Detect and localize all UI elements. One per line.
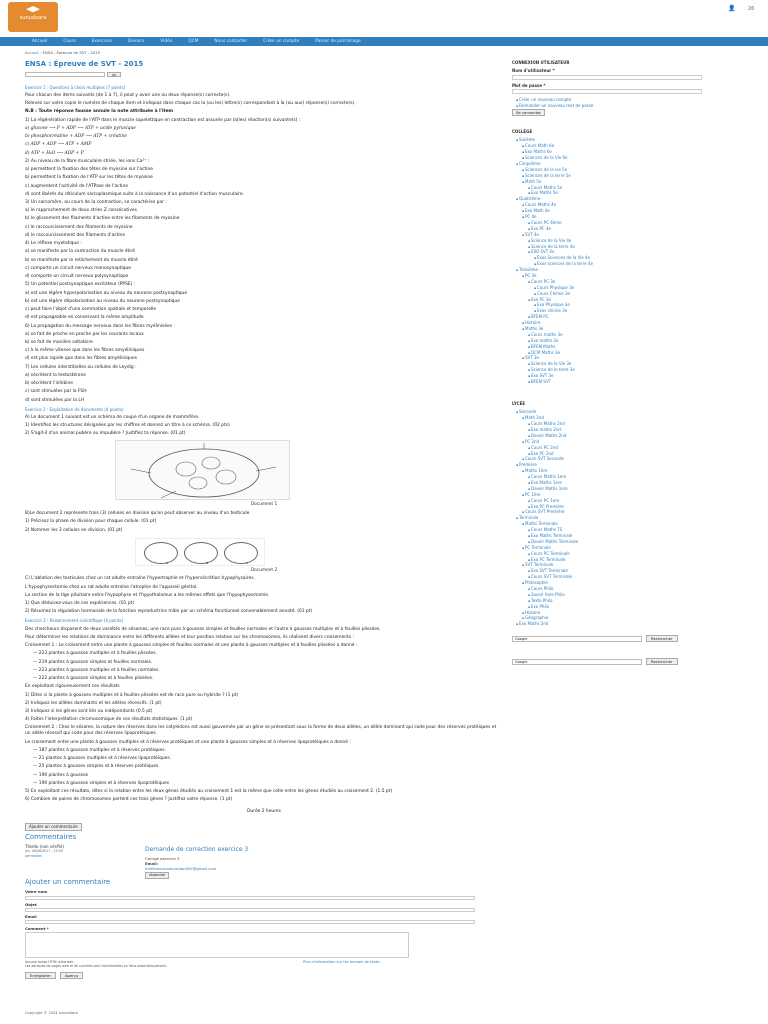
menu-item[interactable]: ▪ Devoir Maths Terminale bbox=[512, 539, 708, 545]
menu-item[interactable]: ▪ Cours PC 2nd bbox=[512, 445, 708, 451]
exam-line: d) comporte un circuit nerveux polysynaptique bbox=[25, 274, 129, 280]
exam-line: 1) La régénération rapide de l'ATP dans le muscle squelettique en contraction est assurée par la(les) réaction(s) suivante(s) : bbox=[25, 117, 301, 123]
main-content bbox=[25, 50, 503, 979]
exam-duration: Durée 2 heures bbox=[247, 809, 281, 815]
menu-item[interactable]: ▪ EXO SVT 4e bbox=[512, 249, 708, 255]
exam-line: a) sécrètent la testostérone bbox=[25, 372, 86, 378]
subject-label: Objet bbox=[25, 901, 37, 907]
menu-item[interactable]: ▪ Science de la Vie 4e bbox=[512, 238, 708, 244]
menu-item[interactable]: ▪ Cours Chimie 3e bbox=[512, 291, 708, 297]
nav-item-2[interactable]: Exercices bbox=[91, 39, 112, 44]
comment-line1: Corrigé exercice 3 bbox=[145, 856, 180, 862]
google-search-2 bbox=[512, 658, 708, 665]
exam-line: 1) Précisez la phase de division pour chaque cellule. (01 pt) bbox=[25, 519, 157, 525]
menu-item[interactable]: ▪ QCM Maths 3e bbox=[512, 350, 708, 356]
menu-item[interactable]: ▪ Troisième bbox=[512, 267, 708, 273]
exam-line: d) le raccourcissement des filaments d'actine bbox=[25, 232, 126, 238]
menu-item[interactable]: ▪ BFEM PC bbox=[512, 314, 708, 320]
menu-item[interactable]: ▪ Cours Physique 3e bbox=[512, 285, 708, 291]
menu-item[interactable]: ▪ Science de la Vie 3e bbox=[512, 361, 708, 367]
menu-item[interactable]: ▪ Exo Math 4e bbox=[512, 208, 708, 214]
email-label: Email bbox=[25, 913, 37, 919]
nav-item-0[interactable]: Accueil bbox=[32, 39, 48, 44]
menu-item[interactable]: ▪ Science de la terre 4e bbox=[512, 244, 708, 250]
menu-item[interactable]: ▪ Histoire bbox=[512, 610, 708, 616]
menu-item[interactable]: ▪ Cours SVT Terminale bbox=[512, 574, 708, 580]
breadcrumb-home[interactable]: Accueil bbox=[25, 50, 39, 55]
exam-line: 1) Identifiez les structures désignées par les chiffres et donnez un titre à ce schéma. (02 pts) bbox=[25, 423, 230, 429]
menu-item[interactable]: ▪ SVT Terminale bbox=[512, 562, 708, 568]
name-label: Votre nom bbox=[25, 889, 48, 895]
preview-button[interactable]: Aperçu bbox=[60, 972, 83, 979]
exam-line: 3) Un sarcomère, au cours de la contraction, se caractérise par : bbox=[25, 200, 167, 205]
menu-item[interactable]: ▪ PC 1ère bbox=[512, 492, 708, 498]
exam-line: 2) Au niveau de la fibre musculaire striée, les ions Ca²⁺ : bbox=[25, 158, 150, 164]
add-comment-button[interactable]: Ajouter un commentaire bbox=[25, 823, 82, 830]
exam-line: c) augmentent l'activité de l'ATPase de l'actine bbox=[25, 183, 128, 189]
exam-line: En exploitant rigoureusement ces résultats bbox=[25, 684, 120, 690]
document-2-figure bbox=[135, 538, 265, 566]
nav-item-1[interactable]: Cours bbox=[63, 39, 76, 44]
exam-line: 7) Les cellules interstitielles ou cellules de Leydig : bbox=[25, 364, 137, 370]
menu-item[interactable]: ▪ Exo Maths 1ere bbox=[512, 480, 708, 486]
menu-item[interactable]: ▪ Exo Physique 3e bbox=[512, 302, 708, 308]
sidebar bbox=[512, 58, 708, 665]
menu-item[interactable]: ▪ Seconde bbox=[512, 409, 708, 415]
menu-item[interactable]: ▪ Exo maths 2nd bbox=[512, 427, 708, 433]
menu-item[interactable]: ▪ Cours Philo bbox=[512, 586, 708, 592]
exam-line: d) est propageable en conservant la même amplitude bbox=[25, 315, 144, 321]
exam-line: b) se manifeste par le relâchement du muscle étiré bbox=[25, 257, 138, 263]
format-note-2: Les adresses de pages web et de courriels sont transformées en liens automatiquement. bbox=[25, 964, 167, 969]
page-search-button[interactable]: OK bbox=[107, 72, 121, 77]
exam-line: a) se fait de proche en proche par les courants locaux bbox=[25, 331, 144, 337]
exam-line: d) sont stimulées par la LH bbox=[25, 397, 85, 403]
exam-line: — 223 plantes à gousses multiples et à feuilles plissées. bbox=[33, 651, 157, 657]
exam-line: c) à la même vitesse que dans les fibres amyéliniques bbox=[25, 348, 145, 354]
menu-item[interactable]: ▪ BFEM SVT bbox=[512, 379, 708, 385]
menu-item[interactable]: ▪ Maths 1ère bbox=[512, 468, 708, 474]
menu-item[interactable]: ▪ Exo Maths 6e bbox=[512, 149, 708, 155]
username-input[interactable] bbox=[512, 75, 702, 80]
exercise-heading: Exercice 3 : Raisonnement scientifique (6 points) bbox=[25, 618, 124, 624]
username-label: Nom d'utilisateur * bbox=[512, 68, 555, 74]
exam-line: A) Le document 1 suivant est un schéma de coupe d'un organe de mammifère. bbox=[25, 414, 200, 420]
menu-item[interactable]: ▪ Maths Terminale bbox=[512, 521, 708, 527]
exam-line: a) se manifeste par la contraction du muscle étiré bbox=[25, 249, 135, 255]
exam-line: 1) Que déduisez-vous de ces expériences. (01 pt) bbox=[25, 601, 135, 607]
menu-item[interactable]: ▪ Exo Maths Terminale bbox=[512, 533, 708, 539]
cell-b bbox=[184, 542, 218, 564]
main-nav bbox=[0, 37, 768, 46]
menu-item[interactable]: ▪ PC 2nd bbox=[512, 439, 708, 445]
site-logo[interactable] bbox=[8, 2, 58, 32]
menu-item[interactable]: ▪ Exo PC 2nd bbox=[512, 451, 708, 457]
menu-item[interactable]: ▪ PC 3e bbox=[512, 273, 708, 279]
cell-c bbox=[224, 542, 258, 564]
nav-item-8[interactable]: Passer de parrainage bbox=[315, 39, 361, 44]
comment-email[interactable]: thiellomamadoumbodj92@gmail.com bbox=[145, 866, 217, 872]
menu-item[interactable]: ▪ Exo SVT 3e bbox=[512, 373, 708, 379]
exam-line: 2) S'agit-il d'un animal pubère ou impubère ? Justifiez ta réponse. (01 pt) bbox=[25, 431, 186, 437]
account-links bbox=[512, 97, 708, 109]
exam-line: a) glucose ⟶ P + ADP ⟶ ATP + acide pyruvique bbox=[25, 125, 136, 131]
menu-item[interactable]: ▪ PC 4e bbox=[512, 214, 708, 220]
menu-item[interactable]: ▪ Exos sciences de la terre 4e bbox=[512, 261, 708, 267]
menu-item[interactable]: ▪ Cours Maths TS bbox=[512, 527, 708, 533]
comment-textarea[interactable] bbox=[25, 932, 409, 958]
document-1-caption: Document 1 bbox=[250, 502, 278, 508]
create-account-link[interactable]: ▪ Créer un nouveau compte bbox=[512, 97, 708, 103]
page-search bbox=[25, 72, 503, 77]
menu-item[interactable]: ▪ Philosophie bbox=[512, 580, 708, 586]
exam-line: a) est une légère hyperpolarisation au niveau du neurone postsynaptique bbox=[25, 290, 188, 296]
exam-line: b) permettent la fixation de l'ATP sur les têtes de myosine bbox=[25, 175, 153, 181]
menu-item[interactable]: ▪ Histoire bbox=[512, 320, 708, 326]
menu-item[interactable]: ▪ Exo maths 3e bbox=[512, 338, 708, 344]
menu-item[interactable]: ▪ Cours PC 4ème bbox=[512, 220, 708, 226]
menu-item[interactable]: ▪ Exo Maths 2nd bbox=[512, 621, 708, 627]
menu-item[interactable]: ▪ BFEM Maths bbox=[512, 344, 708, 350]
menu-item[interactable]: ▪ Maths 3e bbox=[512, 326, 708, 332]
comment-item bbox=[25, 843, 503, 878]
cell-b-label: B bbox=[206, 560, 209, 565]
comment-permalink[interactable]: permalien bbox=[25, 853, 43, 858]
menu-item[interactable]: ▪ Cours PC 3e bbox=[512, 279, 708, 285]
menu-item[interactable]: ▪ Exo Philo bbox=[512, 604, 708, 610]
comment-label: Comment * bbox=[25, 925, 49, 931]
menu-item[interactable]: ▪ Cours SVT Seconde bbox=[512, 456, 708, 462]
menu-item[interactable]: ▪ Texte Philo bbox=[512, 598, 708, 604]
menu-item[interactable]: ▪ Math 5e bbox=[512, 179, 708, 185]
menu-item[interactable]: ▪ Exo SVT Terminale bbox=[512, 568, 708, 574]
menu-item[interactable]: ▪ Sciences de la terre 5e bbox=[512, 173, 708, 179]
exam-line: 2) Nommer les 3 cellules en division. (01 pt) bbox=[25, 527, 123, 533]
exam-line: c) le raccourcissement des filaments de myosine bbox=[25, 224, 133, 230]
exercise-heading: Exercice 2 : Exploitation de documents (4 points) bbox=[25, 406, 124, 412]
google-search-input-1[interactable]: Google bbox=[512, 636, 642, 642]
google-search-1 bbox=[512, 635, 708, 642]
menu-item[interactable]: ▪ Exos Sciences de la Vie 4e bbox=[512, 255, 708, 261]
menu-item[interactable]: ▪ Savoir faire Philo bbox=[512, 592, 708, 598]
menu-item[interactable]: ▪ SVT 4e bbox=[512, 232, 708, 238]
exam-line: B)Le document 2 représente trois (3) cellules en division qu'on peut observer au niveau d'un testicule bbox=[25, 511, 250, 517]
exam-line: Croisement 1 : Le croisement entre une plante à gousses simples et feuilles normales et une plante à gousses multiples et à feuilles plissées a donné : bbox=[25, 643, 358, 649]
header bbox=[0, 0, 768, 36]
menu-item[interactable]: ▪ Sciences de la vie 5e bbox=[512, 167, 708, 173]
exam-line: 6) Combien de paires de chromosomes portent ces trois gènes ? Justifiez votre réponse. (1 pt) bbox=[25, 797, 233, 803]
breadcrumb-current: ENSA : Épreuve de SVT - 2015 bbox=[42, 50, 101, 55]
exam-line: b) est une légère dépolarisation au niveau du neurone postsynaptique bbox=[25, 298, 180, 304]
exam-line: — 190 plantes à gousses bbox=[33, 772, 89, 778]
password-label: Mot de passe * bbox=[512, 82, 546, 88]
exam-line: N.B : Toute réponse fausse annule la note attribuée à l'item bbox=[25, 109, 174, 115]
user-icon[interactable]: 👤 bbox=[728, 5, 736, 12]
exam-line: b) se fait de manière saltatoire bbox=[25, 339, 93, 345]
subject-input[interactable] bbox=[25, 908, 475, 912]
comment-body bbox=[145, 846, 248, 879]
exam-line: b) sécrètent l'inhibine bbox=[25, 381, 73, 387]
exam-line: 2) Résumez la régulation hormonale de la fonction reproductrice mâle par un schéma fonctionnel convenablement annoté. (01 pt) bbox=[25, 609, 313, 615]
menu-item[interactable]: ▪ PC Terminale bbox=[512, 545, 708, 551]
search-button-2[interactable]: Rechercher bbox=[646, 658, 678, 665]
exam-line: — 223 plantes à gousses multiples et à feuilles normales. bbox=[33, 667, 160, 673]
comment-reply-button[interactable]: répondre bbox=[145, 872, 169, 879]
menu-item[interactable]: ▪ Cours Maths 5e bbox=[512, 185, 708, 191]
form-buttons bbox=[25, 972, 503, 979]
menu-item[interactable]: ▪ Math 2nd bbox=[512, 415, 708, 421]
menu-item[interactable]: ▪ Exo PC 3e bbox=[512, 297, 708, 303]
menu-item[interactable]: ▪ Devoir Maths 2nd bbox=[512, 433, 708, 439]
college-menu bbox=[512, 137, 708, 384]
email-input[interactable] bbox=[25, 920, 475, 924]
exam-line: C) L'ablation des testicules chez un rat adulte entraîne l'hypertrophie et l'hypersécrétion hypophysaires. bbox=[25, 576, 255, 582]
new-password-link[interactable]: ▪ Demander un nouveau mot de passe bbox=[512, 103, 708, 109]
menu-item[interactable]: ▪ Exo PC 4e bbox=[512, 226, 708, 232]
exam-part-2 bbox=[25, 511, 503, 533]
exam-line: Des chercheurs disposent de deux variétés de sésames, une race pure à gousses simples et feuilles normales et l'autre à gousses multiples et à feuilles plissées. bbox=[25, 626, 381, 632]
exam-line: d) sont libérés du réticulum sarcoplasmique suite à la naissance d'un potentiel d'action musculaire. bbox=[25, 191, 244, 197]
menu-item[interactable]: ▪ Sciences de la Vie 6e bbox=[512, 155, 708, 161]
lycee-menu bbox=[512, 409, 708, 627]
menu-item[interactable]: ▪ Devoir Maths 1ere bbox=[512, 486, 708, 492]
menu-item[interactable]: ▪ Science de la terre 3e bbox=[512, 367, 708, 373]
testis-section-diagram bbox=[116, 441, 290, 500]
exam-line: 4) Faites l'interprétation chromosomique de ces résultats statistiques. (1 pt) bbox=[25, 717, 193, 723]
logo-text: sunudaara bbox=[19, 15, 47, 21]
comment-date: jeu, 08/06/2017 - 23:45 bbox=[25, 849, 63, 854]
comments-heading: Commentaires bbox=[25, 832, 77, 841]
cell-a-label: A bbox=[166, 560, 169, 565]
exam-line: — 21 plantes à gousses multiples et à réserves lipoprotéiques. bbox=[33, 756, 172, 762]
save-button[interactable]: Enregistrer bbox=[25, 972, 56, 979]
exam-line: d) est plus rapide que dans les fibres amyéliniques bbox=[25, 356, 137, 362]
google-search-input-2[interactable]: Google bbox=[512, 659, 642, 665]
exam-line: c) ADP + ADP ⟶ ATP + AMP bbox=[25, 142, 92, 148]
nav-item-4[interactable]: Vidéo bbox=[160, 39, 173, 44]
exam-line: c) sont stimulées par la FSH bbox=[25, 389, 87, 395]
exercise-heading: Exercice 1 : Questions à choix multiples (7 points) bbox=[25, 84, 126, 90]
exam-line: 5) En exploitant ces résultats, dites si la relation entre les deux gènes étudiés au croisement 1 est la même que celle entre les gènes étudiés au croisement 2. (1.5 pt) bbox=[25, 789, 393, 795]
copyright: Copyright © 2024 sunudaara bbox=[25, 1011, 78, 1015]
menu-item[interactable]: ▪ SVT 3e bbox=[512, 355, 708, 361]
menu-item[interactable]: ▪ Sixième bbox=[512, 137, 708, 143]
graduation-cap-icon bbox=[26, 6, 40, 14]
comment-email-label: Email: bbox=[145, 861, 159, 867]
breadcrumb-separator: › bbox=[39, 50, 42, 55]
menu-item[interactable]: ▪ Cinquième bbox=[512, 161, 708, 167]
document-1-figure bbox=[115, 440, 290, 500]
document-2-caption: Document 2 bbox=[250, 567, 278, 573]
menu-item[interactable]: ▪ Exo Maths 5e bbox=[512, 190, 708, 196]
user-count: 26 bbox=[748, 6, 755, 12]
menu-item[interactable]: ▪ Exo PC Terminale bbox=[512, 557, 708, 563]
exam-line: — 25 plantes à gousses simples et à réserves protéiques. bbox=[33, 764, 160, 770]
menu-item[interactable]: ▪ Première bbox=[512, 462, 708, 468]
comment-title[interactable]: Demande de correction exercice 3 bbox=[145, 845, 249, 853]
exam-line: 6) La propagation du message nerveux dans les fibres myélinisées : bbox=[25, 323, 175, 329]
menu-item[interactable]: ▪ Géographie bbox=[512, 615, 708, 621]
exam-part-3 bbox=[25, 576, 503, 803]
exam-line: 4) Le réflexe myotatique : bbox=[25, 241, 82, 247]
login-button[interactable]: Se connecter bbox=[512, 109, 545, 116]
exam-line: c) comporte un circuit nerveux monosynaptique bbox=[25, 265, 131, 271]
exam-line: — 219 plantes à gousses simples et feuilles normales. bbox=[33, 659, 153, 665]
exam-line: Croisement 2 : Chez le sésame, la nature des réserves dans les cotylédons est aussi gouvernée par un gène se présentant sous la forme de deux allèles, un allèle dominant qui code pour des réserves protéiques et un allèle récessif qui code pour des réserves lipoprotéiques. bbox=[25, 725, 497, 737]
name-input[interactable] bbox=[25, 896, 475, 900]
exam-line: a) le rapprochement de deux stries Z consécutives bbox=[25, 208, 137, 214]
menu-item[interactable]: ▪ Terminale bbox=[512, 515, 708, 521]
menu-item[interactable]: ▪ Cours SVT Première bbox=[512, 509, 708, 515]
menu-item[interactable]: ▪ Exo PC Première bbox=[512, 504, 708, 510]
menu-item[interactable]: ▪ Cours Math 6e bbox=[512, 143, 708, 149]
exam-line: 2) Indiquez les allèles dominants et les allèles récessifs. (1 pt) bbox=[25, 700, 162, 706]
comment-author: Thiello (non vérifié) bbox=[25, 843, 64, 849]
menu-item[interactable]: ▪ Quatrième bbox=[512, 196, 708, 202]
exam-line: b) le glissement des filaments d'actine entre les filaments de myosine bbox=[25, 216, 180, 222]
menu-item[interactable]: ▪ Cours Maths 4e bbox=[512, 202, 708, 208]
college-heading: COLLÈGE bbox=[512, 129, 533, 135]
page-search-input[interactable] bbox=[25, 72, 105, 77]
exam-line: — 222 plantes à gousses simples et à feuilles plissées. bbox=[33, 676, 154, 682]
format-note-1: Aucune balise HTML autorisée. bbox=[25, 959, 75, 964]
nav-item-5[interactable]: QCM bbox=[188, 39, 199, 44]
menu-item[interactable]: ▪ Cours PC 1ere bbox=[512, 498, 708, 504]
exam-line: L'hypophysectomie chez un rat adulte entraîne l'atrophie de l'appareil génital. bbox=[25, 584, 198, 590]
add-comment-heading: Ajouter un commentaire bbox=[25, 877, 111, 886]
page-title: ENSA : Épreuve de SVT - 2015 bbox=[25, 60, 144, 69]
exam-line: 3) Indiquez si les gènes sont liés ou indépendants (0.5 pt) bbox=[25, 708, 153, 714]
exam-line: Relevez sur votre copie le numéro de chaque item et indiquez dans chaque cas la (ou les) lettre(s) correspondant à la (ou aux) réponse(s) correcte(s). bbox=[25, 101, 356, 107]
login-heading: CONNEXION UTILISATEUR bbox=[512, 60, 570, 65]
exam-line: b) phosphocréatine + ADP ⟶ ATP + créatine bbox=[25, 134, 127, 140]
password-input[interactable] bbox=[512, 89, 702, 94]
menu-item[interactable]: ▪ Cours PC Terminale bbox=[512, 551, 708, 557]
nav-item-3[interactable]: Devoirs bbox=[127, 39, 145, 44]
menu-item[interactable]: ▪ Cours Maths 2nd bbox=[512, 421, 708, 427]
nav-item-7[interactable]: Créer un compte bbox=[263, 39, 300, 44]
cell-a bbox=[144, 542, 178, 564]
lycee-heading: LYCÉE bbox=[512, 400, 526, 406]
exam-part-1 bbox=[25, 85, 503, 438]
exam-line: a) permettent la fixation des têtes de myosine sur l'actine bbox=[25, 167, 153, 173]
exam-line: — 187 plantes à gousses multiples et à réserves protéiques. bbox=[33, 747, 166, 753]
menu-item[interactable]: ▪ Cours Maths 1ere bbox=[512, 474, 708, 480]
menu-item[interactable]: ▪ Exos chimie 3e bbox=[512, 308, 708, 314]
exam-line: d) ATP + H₂O ⟶ ADP + P bbox=[25, 150, 84, 156]
exam-line: — 190 plantes à gousses simples et à réserves lipoprotéiques bbox=[33, 780, 170, 786]
exam-line: Le croisement entre une plante à gousses multiples et à réserves protéiques et une plante à gousses simples et à réserves lipoprotéiques a donné : bbox=[25, 739, 351, 745]
text-format-link[interactable]: Plus d'information sur les formats de texte bbox=[303, 959, 380, 964]
nav-item-6[interactable]: Nous contacter bbox=[214, 39, 248, 44]
exam-line: Pour déterminer les relations de dominance entre les différents allèles et leur position relative sur les chromosomes, ils réalisent divers croisements : bbox=[25, 634, 354, 640]
exam-line: 5) Un potentiel postsynaptique excitateur (PPSE) : bbox=[25, 282, 136, 288]
cell-c-label: C bbox=[246, 560, 249, 565]
exam-line: 1) Dites si la plante à gousses multiples et à feuilles plissées est de race pure ou hybride ? (1 pt) bbox=[25, 692, 239, 698]
exam-line: La section de la tige pituitaire entre l'hypophyse et l'hypothalamus a les mêmes effets que l'hypophysectomie. bbox=[25, 592, 270, 598]
exam-line: Pour chacun des items suivants (de 1 à 7), il peut y avoir une ou deux réponse(s) correcte(s). bbox=[25, 92, 231, 98]
menu-item[interactable]: ▪ Cours maths 3e bbox=[512, 332, 708, 338]
exam-line: c) peut faire l'objet d'une sommation spatiale et temporelle bbox=[25, 307, 157, 313]
format-notes bbox=[25, 960, 503, 969]
breadcrumb bbox=[25, 50, 503, 55]
search-button-1[interactable]: Rechercher bbox=[646, 635, 678, 642]
